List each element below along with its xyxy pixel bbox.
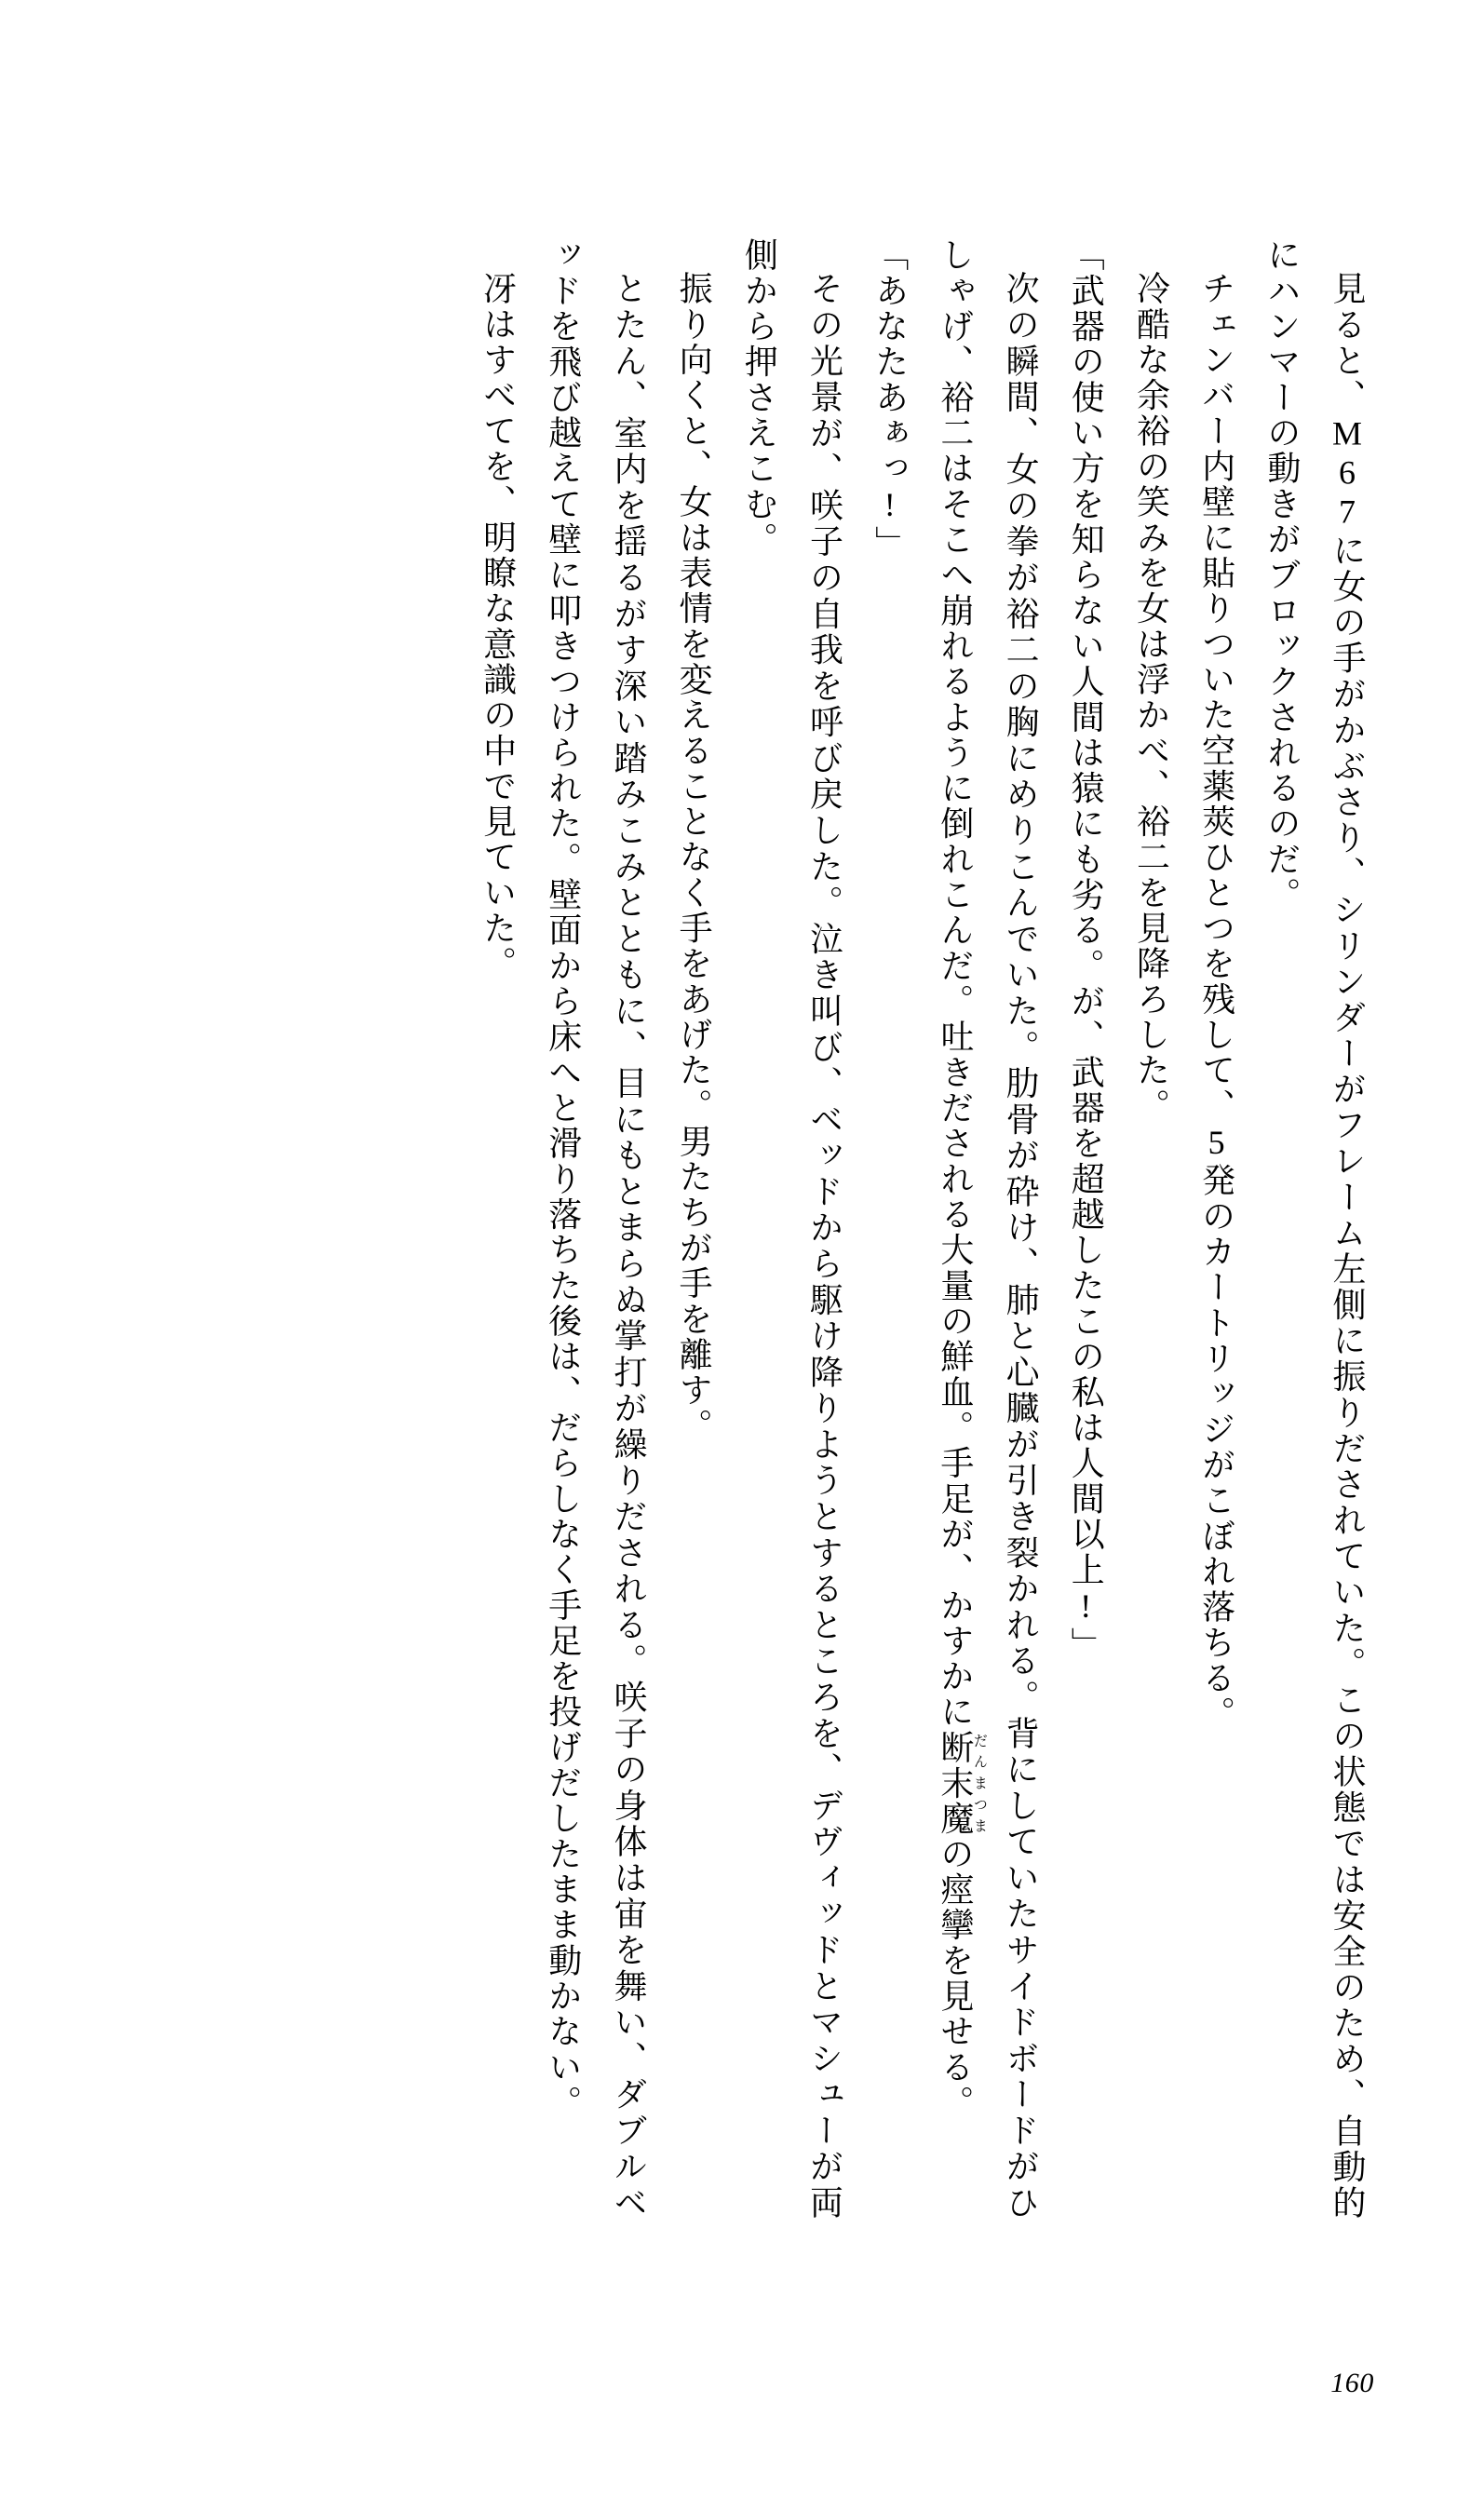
paragraph-8: 振り向くと、女は表情を変えることなく手をあげた。男たちが手を離す。 [675,271,713,1444]
body-text-vertical [130,237,1380,2221]
paragraph-10: 冴はすべてを、明瞭な意識の中で見ていた。 [479,271,517,982]
paragraph-5-part-a: 次の瞬間、女の拳が裕二の胸にめりこんでいた。肋骨が砕け、肺と心臓が引き裂かれる。背にしていたサイドボードがひしゃげ、裕二はそこへ崩れるように倒れこんだ。吐きだされる大量の鮮血。手足が、かすかに [936,237,1040,2221]
paragraph-6-dialogue: 「あなたあぁっ!」 [870,237,909,561]
paragraph-4-dialogue: 「武器の使い方を知らない人間は猿にも劣る。が、武器を超越したこの私は人間以上!」 [1067,237,1105,1663]
paragraph-9: とたん、室内を揺るがす深い踏みこみとともに、目にもとまらぬ掌打が繰りだされる。咲子の身体は宙を舞い、ダブルベッドを飛び越えて壁に叩きつけられた。壁面から床へと滑り落ちた後は、だらしなく手足を投げだしたまま動かない。 [544,237,647,2221]
paragraph-1: 見ると、M67に女の手がかぶさり、シリンダーがフレーム左側に振りだされていた。この状態では安全のため、自動的にハンマーの動きがブロックされるのだ。 [1262,237,1366,2221]
paragraph-5 [923,237,1053,2221]
paragraph-3: 冷酷な余裕の笑みを女は浮かべ、裕二を見降ろした。 [1132,271,1170,1124]
ruby-danmatsuma [936,1729,987,1837]
paragraph-7: その光景が、咲子の自我を呼び戻した。泣き叫び、ベッドから駆け降りようとするところを、デヴィッドとマシューが両側から押さえこむ。 [740,237,843,2221]
ruby-base: 断末魔 [936,1729,974,1837]
ruby-text: だんまつま [971,1729,987,1837]
page-number: 160 [1330,2368,1374,2398]
paragraph-2: チェンバー内壁に貼りついた空薬莢ひとつを残して、5発のカートリッジがこぼれ落ちる。 [1197,271,1235,1732]
paragraph-5-part-b: の痙攣を見せる。 [936,1836,974,2121]
